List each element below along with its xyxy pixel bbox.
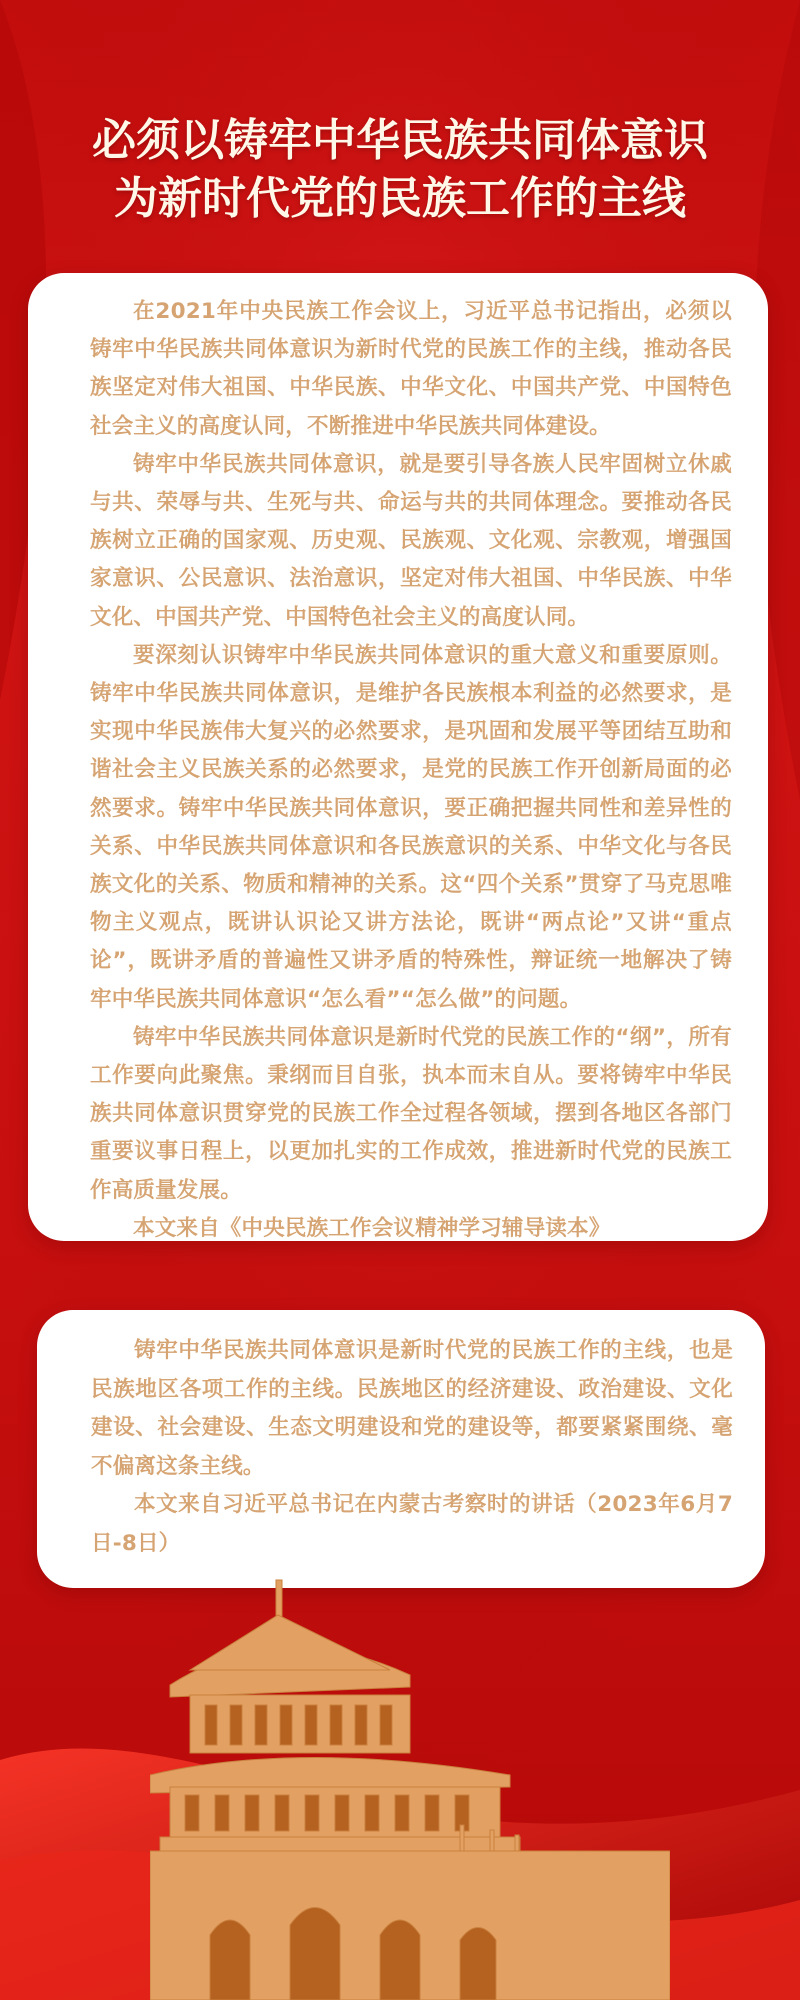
title-line-2: 为新时代党的民族工作的主线	[114, 173, 686, 224]
tiananmen-gate-illustration	[150, 1575, 670, 2000]
text-card-quote	[37, 1310, 765, 1588]
paragraph-2: 铸牢中华民族共同体意识，就是要引导各族人民牢固树立休戚与共、荣辱与共、生死与共、命运与共的共同体理念。要推动各民族树立正确的国家观、历史观、民族观、文化观、宗教观，增强国家意识、公民意识、法治意识，坚定对伟大祖国、中华民族、中华文化、中国共产党、中国特色社会主义的高度认同。	[90, 451, 732, 630]
page-title	[0, 112, 800, 228]
quote-paragraph: 铸牢中华民族共同体意识是新时代党的民族工作的主线，也是民族地区各项工作的主线。民族地区的经济建设、政治建设、文化建设、社会建设、生态文明建设和党的建设等，都要紧紧围绕、毫不偏离这条主线。	[91, 1338, 733, 1479]
card-main-body	[90, 293, 732, 1248]
source-note-1: 本文来自《中央民族工作会议精神学习辅导读本》	[133, 1215, 611, 1241]
title-line-1: 必须以铸牢中华民族共同体意识	[92, 115, 708, 166]
paragraph-1: 在2021年中央民族工作会议上，习近平总书记指出，必须以铸牢中华民族共同体意识为新时代党的民族工作的主线，推动各民族坚定对伟大祖国、中华民族、中华文化、中国共产党、中国特色社会主义的高度认同，不断推进中华民族共同体建设。	[90, 299, 732, 439]
paragraph-4: 铸牢中华民族共同体意识是新时代党的民族工作的“纲”，所有工作要向此聚焦。秉纲而目自张，执本而末自从。要将铸牢中华民族共同体意识贯穿党的民族工作全过程各领域，摆到各地区各部门重要议事日程上，以更加扎实的工作成效，推进新时代党的民族工作高质量发展。	[90, 1024, 732, 1203]
text-card-main	[28, 273, 768, 1241]
paragraph-3: 要深刻认识铸牢中华民族共同体意识的重大意义和重要原则。铸牢中华民族共同体意识，是维护各民族根本利益的必然要求，是实现中华民族伟大复兴的必然要求，是巩固和发展平等团结互助和谐社会主义民族关系的必然要求，是党的民族工作开创新局面的必然要求。铸牢中华民族共同体意识，要正确把握共同性和差异性的关系、中华民族共同体意识和各民族意识的关系、中华文化与各民族文化的关系、物质和精神的关系。这“四个关系”贯穿了马克思唯物主义观点，既讲认识论又讲方法论，既讲“两点论”又讲“重点论”，既讲矛盾的普遍性又讲矛盾的特殊性，辩证统一地解决了铸牢中华民族共同体意识“怎么看”“怎么做”的问题。	[90, 642, 732, 1012]
source-note-2: 本文来自习近平总书记在内蒙古考察时的讲话（2023年6月7日-8日）	[91, 1492, 733, 1556]
card-quote-body	[91, 1332, 733, 1563]
